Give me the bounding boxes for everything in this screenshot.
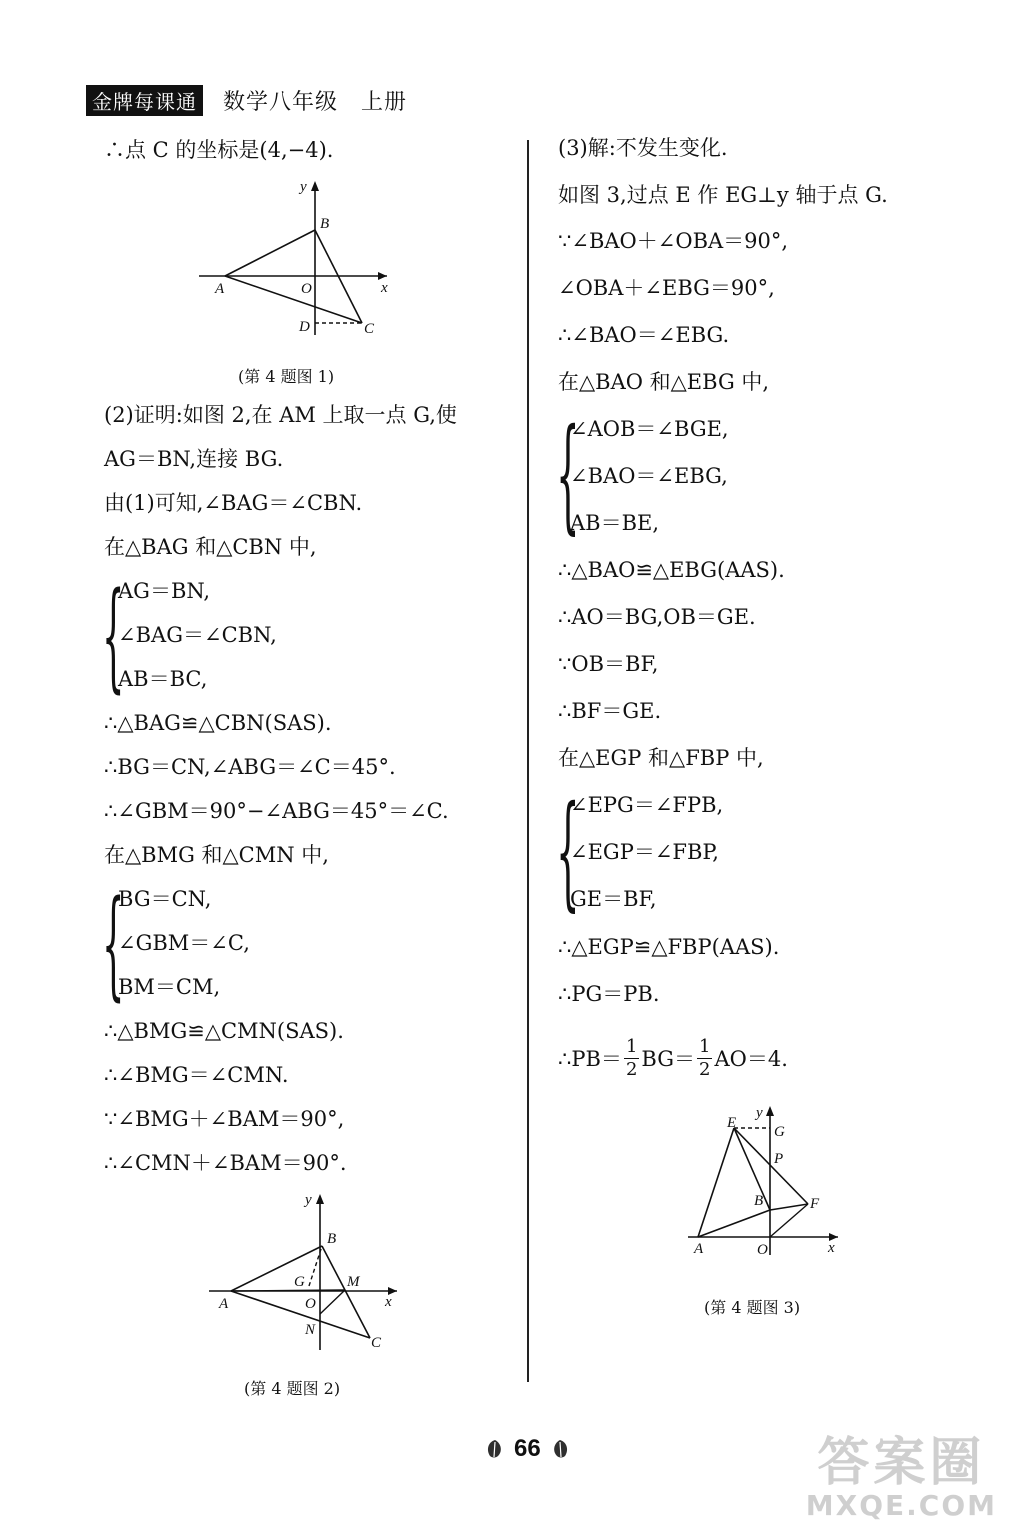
left-line: 由(1)可知,∠BAG＝∠CBN. — [104, 491, 363, 515]
fig2-label-y: y — [305, 1192, 312, 1208]
right-line: AB＝BE, — [570, 511, 660, 535]
fig1-label-x: x — [381, 280, 388, 296]
page-header — [86, 86, 407, 114]
right-line: ∴∠BAO＝∠EBG. — [558, 323, 730, 347]
fig2-label-x: x — [385, 1294, 392, 1310]
right-line: 在△BAO 和△EBG 中, — [558, 370, 770, 394]
right-line: (3)解:不发生变化. — [558, 136, 728, 160]
left-line: ∴∠GBM＝90°−∠ABG＝45°＝∠C. — [104, 799, 449, 823]
fraction-numerator: 1 — [699, 1035, 711, 1057]
left-line: ∠GBM＝∠C, — [118, 931, 250, 955]
watermark-title: 答案圈 — [817, 1433, 986, 1493]
figure-3 — [686, 1100, 846, 1260]
leaf-icon — [484, 1438, 506, 1460]
watermark — [805, 1433, 997, 1522]
fig1-label-c: C — [364, 321, 375, 337]
right-line: ∴△EGP≌△FBP(AAS). — [558, 935, 780, 959]
final-suffix: AO＝4. — [714, 1047, 788, 1071]
fraction-denominator: 2 — [699, 1058, 711, 1080]
right-line: ∠AOB＝∠BGE, — [570, 417, 729, 441]
left-line: 在△BMG 和△CMN 中, — [104, 843, 329, 867]
left-line: (2)证明:如图 2,在 AM 上取一点 G,使 — [104, 403, 457, 427]
column-divider — [527, 140, 529, 1382]
left-line: AG＝BN, — [118, 579, 211, 603]
left-line: ∴∠BMG＝∠CMN. — [104, 1063, 289, 1087]
left-line: AG＝BN,连接 BG. — [104, 447, 284, 471]
fig3-label-e: E — [727, 1115, 737, 1131]
fig3-label-b: B — [754, 1193, 764, 1209]
watermark-url: MXQE.COM — [805, 1489, 997, 1522]
right-line: ∵∠BAO＋∠OBA＝90°, — [558, 229, 789, 253]
left-line: ∠BAG＝∠CBN, — [118, 623, 277, 647]
right-line: ∴PG＝PB. — [558, 982, 660, 1006]
figure-1-caption: (第 4 题图 1) — [238, 367, 335, 386]
fig3-label-f: F — [810, 1196, 820, 1212]
left-line: BM＝CM, — [118, 975, 221, 999]
right-line: ∴BF＝GE. — [558, 699, 662, 723]
fig3-label-y: y — [756, 1105, 763, 1121]
right-line: ∴AO＝BG,OB＝GE. — [558, 605, 756, 629]
book-brand: 金牌每课通 — [86, 85, 203, 116]
final-mid: BG＝ — [641, 1047, 695, 1071]
fraction-denominator: 2 — [625, 1058, 638, 1080]
fig2-label-o: O — [305, 1296, 316, 1312]
page-number-text: 66 — [514, 1435, 541, 1462]
right-line: ∠OBA＋∠EBG＝90°, — [558, 276, 775, 300]
fraction — [624, 1036, 639, 1081]
figure-1 — [195, 175, 410, 345]
page-number — [484, 1435, 571, 1463]
system-brace: { — [556, 780, 580, 924]
left-line: ∴BG＝CN,∠ABG＝∠C＝45°. — [104, 755, 396, 779]
fig1-label-a: A — [215, 281, 225, 297]
left-line: ∴△BMG≌△CMN(SAS). — [104, 1019, 344, 1043]
system-brace: { — [102, 874, 125, 1012]
fig3-label-a: A — [694, 1241, 704, 1257]
system-brace: { — [102, 566, 125, 704]
fraction-numerator: 1 — [625, 1035, 638, 1057]
left-line: BG＝CN, — [118, 887, 212, 911]
fig1-label-d: D — [299, 319, 310, 335]
fig3-label-o: O — [757, 1242, 768, 1258]
fig3-label-g: G — [774, 1124, 785, 1140]
fig2-label-a: A — [219, 1296, 229, 1312]
fig2-label-b: B — [327, 1231, 337, 1247]
left-line: AB＝BC, — [118, 667, 208, 691]
right-line: 在△EGP 和△FBP 中, — [558, 746, 764, 770]
fig1-label-b: B — [320, 216, 330, 232]
fig1-label-y: y — [300, 179, 307, 195]
fig1-label-o: O — [301, 281, 312, 297]
leaf-icon — [549, 1438, 571, 1460]
left-line: ∴△BAG≌△CBN(SAS). — [104, 711, 332, 735]
system-brace: { — [556, 403, 580, 547]
fig2-label-n: N — [305, 1322, 316, 1338]
fig2-label-g: G — [294, 1274, 305, 1290]
fig3-label-x: x — [828, 1240, 835, 1256]
right-line: ∵OB＝BF, — [558, 652, 659, 676]
right-line: 如图 3,过点 E 作 EG⊥y 轴于点 G. — [558, 183, 888, 207]
left-line: 在△BAG 和△CBN 中, — [104, 535, 317, 559]
left-line: ∴点 C 的坐标是(4,−4). — [104, 138, 334, 162]
fig2-label-m: M — [347, 1274, 360, 1290]
figure-2-caption: (第 4 题图 2) — [244, 1379, 341, 1398]
left-line: ∴∠CMN＋∠BAM＝90°. — [104, 1151, 347, 1175]
book-subject: 数学八年级 上册 — [223, 89, 408, 115]
fig2-label-c: C — [371, 1335, 382, 1351]
fraction — [697, 1036, 712, 1081]
right-line: ∠EGP＝∠FBP, — [570, 840, 719, 864]
right-line: ∠BAO＝∠EBG, — [570, 464, 728, 488]
final-equation — [558, 1030, 788, 1086]
fig3-label-p: P — [774, 1151, 784, 1167]
final-prefix: ∴PB＝ — [558, 1047, 622, 1071]
left-line: ∵∠BMG＋∠BAM＝90°, — [104, 1107, 345, 1131]
right-line: ∴△BAO≌△EBG(AAS). — [558, 558, 785, 582]
right-line: GE＝BF, — [570, 887, 657, 911]
figure-3-caption: (第 4 题图 3) — [704, 1298, 801, 1317]
right-line: ∠EPG＝∠FPB, — [570, 793, 724, 817]
figure-2 — [205, 1188, 415, 1356]
